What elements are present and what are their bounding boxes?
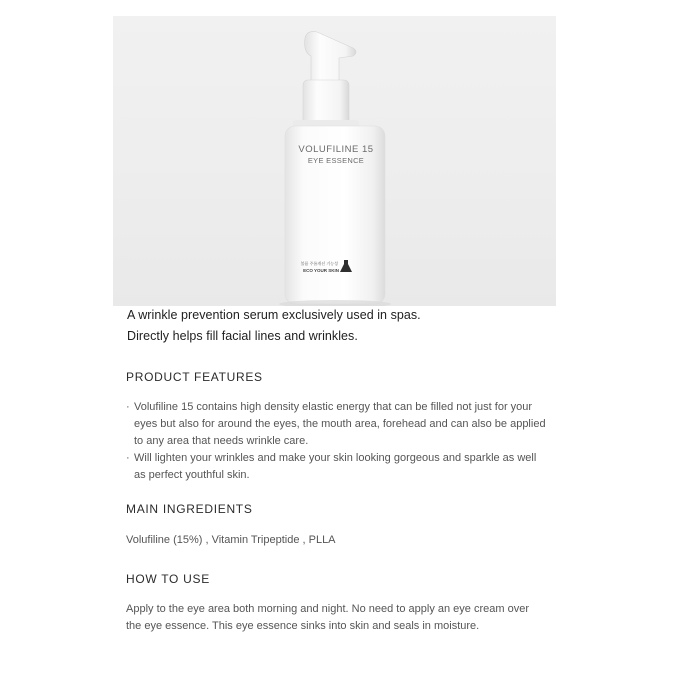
feature-bullet-2 — [126, 450, 546, 484]
how-to-use-heading: HOW TO USE — [126, 572, 210, 586]
product-photo — [113, 16, 556, 306]
intro-line-1: A wrinkle prevention serum exclusively used in spas. — [127, 308, 421, 322]
how-to-use-text: Apply to the eye area both morning and night. No need to apply an eye cream over the eye essence. This eye essence sinks into skin and seals in moisture. — [126, 603, 529, 632]
intro-line-2: Directly helps fill facial lines and wrinkles. — [127, 329, 358, 343]
bullet-glyph: · — [126, 452, 130, 464]
pump-collar — [303, 80, 349, 126]
feature-text-2: Will lighten your wrinkles and make your skin looking gorgeous and sparkle as well as perfect youthful skin. — [134, 452, 537, 481]
bottle-brand-text: VOLUFILINE 15 — [298, 144, 374, 155]
feature-bullet-1 — [126, 399, 546, 450]
bottle-brand-logo-text: ECO YOUR SKIN — [303, 268, 339, 273]
product-features-heading: PRODUCT FEATURES — [126, 370, 263, 384]
bullet-glyph: · — [126, 401, 130, 413]
pump-nozzle — [305, 32, 356, 82]
product-bottle-illustration — [113, 16, 556, 306]
bottle-small-label: 볼륨 주름개선 기능성 — [300, 261, 338, 266]
feature-text-1: Volufiline 15 contains high density elastic energy that can be filled not just for your eyes but also for around the eyes, the mouth area, forehead and can also be applied to any area that needs wrinkle care. — [134, 401, 546, 447]
bottle-subtitle-text: EYE ESSENCE — [307, 156, 365, 165]
main-ingredients-heading: MAIN INGREDIENTS — [126, 502, 253, 516]
ingredients-text: Volufiline (15%) , Vitamin Tripeptide , PLLA — [126, 534, 336, 546]
